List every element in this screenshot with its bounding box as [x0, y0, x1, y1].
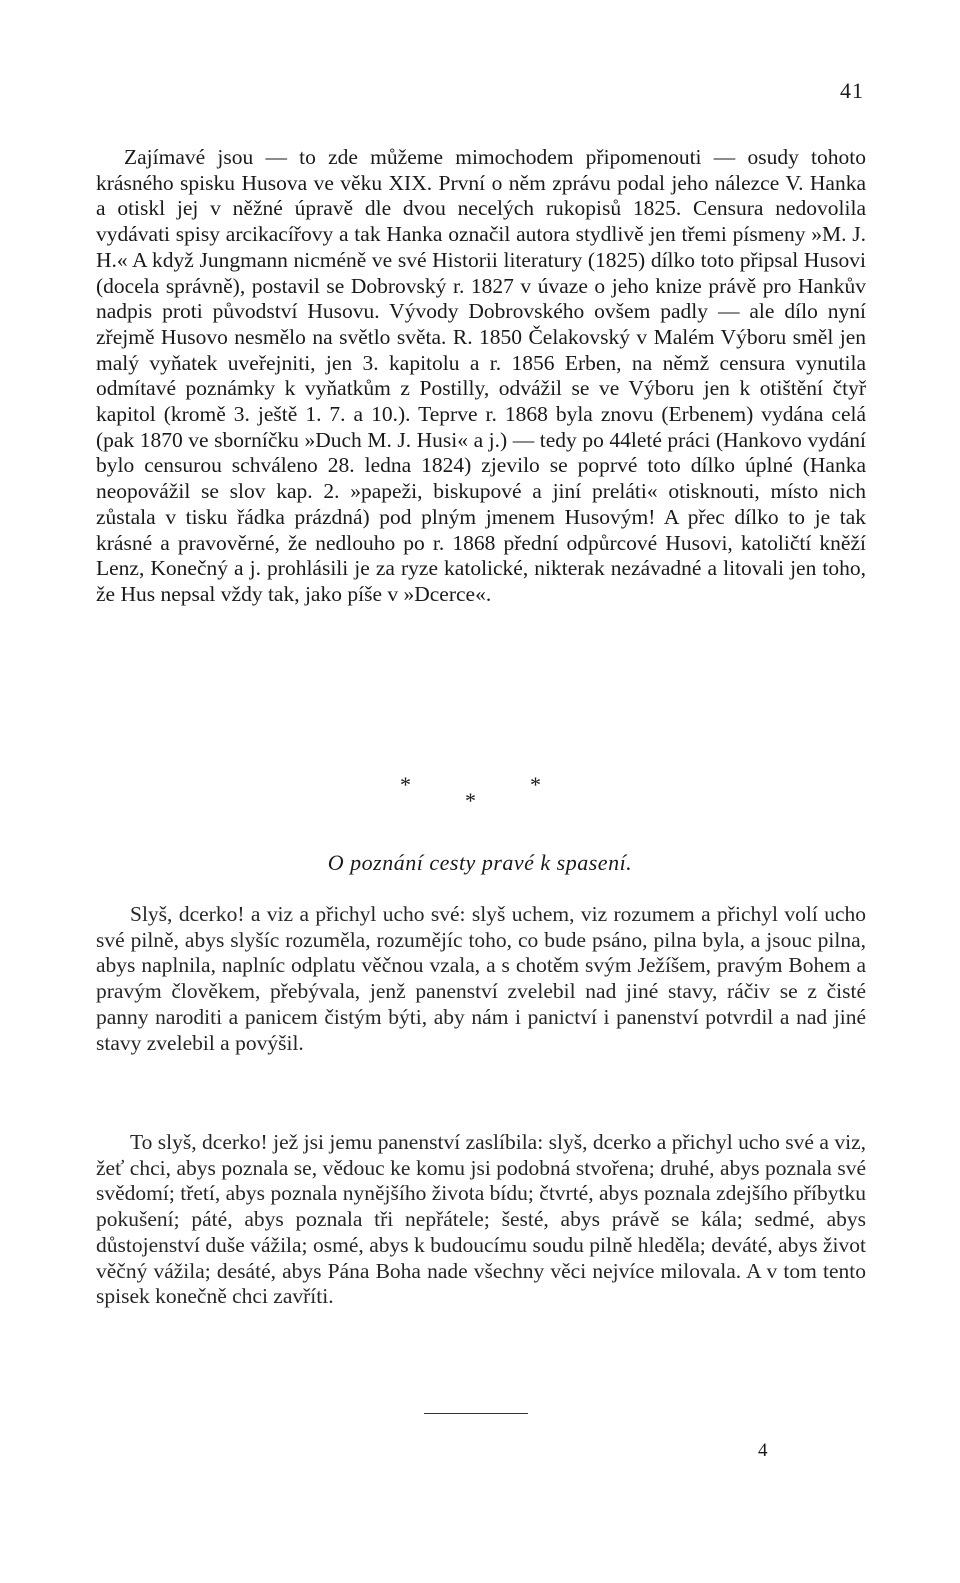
page-number: 41	[840, 78, 864, 103]
commentary-paragraph: Zajímavé jsou — to zde můžeme mimochodem připomenouti — osudy tohoto krásného spisku Husova ve věku XIX. První o něm zprávu podal jeho nálezce V. Hanka a otiskl jej v něžné úpravě dle dvou necelých rukopisů 1825. Censura nedovolila vydávati spisy arcikacířovy a tak Hanka označil autora stydlivě jen třemi písmeny »M. J. H.« A když Jungmann nicméně ve své Historii literatury (1825) dílko toto připsal Husovi (docela správně), postavil se Dobrovský r. 1827 v úvaze o jeho knize právě pro Hankův nadpis proti původství Husovu. Vývody Dobrovského ovšem padly — ale dílo nyní zřejmě Husovo nesmělo na světlo světa. R. 1850 Čelakovský v Malém Výboru směl jen malý vyňatek uveřejniti, jen 3. kapitolu a r. 1856 Erben, na němž censura vynutila odmítavé poznámky k vyňatkům z Postilly, odvážil se ve Výboru jen k otištění čtyř kapitol (kromě 3. ještě 1. 7. a 10.). Teprve r. 1868 byla znovu (Erbenem) vydána celá (pak 1870 ve sborníčku »Duch M. J. Husi« a j.) — tedy po 44leté práci (Hankovo vydání bylo censurou schváleno 28. ledna 1824) zjevilo se poprvé toto dílko úplné (Hanka neopovážil se slov kap. 2. »papeži, biskupové a jiní preláti« otisknouti, místo nich zůstala v tisku řádka prázdná) pod plným jmenem Husovým! A přec dílko to je tak krásné a pravověrné, že nedlouho po r. 1868 přední odpůrcové Husovi, katoličtí kněží Lenz, Konečný a j. prohlásili je za ryze katolické, nikterak nezávadné a litovali jen toho, že Hus nepsal vždy tak, jako píše v »Dcerce«.	[96, 145, 866, 606]
footer-rule	[424, 1413, 528, 1414]
text-paragraph-1: Slyš, dcerko! a viz a přichyl ucho své: slyš uchem, viz rozumem a přichyl volí ucho své pilně, abys slyšíc rozuměla, rozumějíc toho, co bude psáno, pilna byla, a jsouc pilna, abys naplnila, naplníc odplatu věčnou vzala, a s chotěm svým Ježíšem, pravým Bohem a pravým člověkem, přebývala, jenž panenství zvelebil nad jiné stavy, ráčiv se z čisté panny naroditi a panicem čistým býti, aby nám i panictví i panenství potvrdil a nad jiné stavy zvelebil a povýšil.	[96, 902, 866, 1055]
asterism	[0, 772, 960, 816]
text-paragraph-2: To slyš, dcerko! jež jsi jemu panenství zaslíbila: slyš, dcerko a přichyl ucho své a viz, žeť chci, abys poznala se, vědouc ke komu jsi podobná stvořena; druhé, abys poznala své svědomí; třetí, abys poznala nynějšího života bídu; čtvrté, abys poznala zdejšího příbytku pokušení; páté, abys poznala tři nepřátele; šesté, abys právě se kála; sedmé, abys důstojenství duše vážila; osmé, abys k budoucímu soudu pilně hleděla; deváté, abys život věčný vážila; desáté, abys Pána Boha nade všechny věci nejvíce milovala. A v tom tento spisek konečně chci zavříti.	[96, 1130, 866, 1309]
asterism-star-center: *	[465, 788, 476, 813]
asterism-star-right: *	[530, 772, 541, 797]
section-title: O poznání cesty pravé k spasení.	[327, 850, 633, 875]
asterism-star-left: *	[400, 772, 411, 797]
signature-mark: 4	[758, 1440, 768, 1461]
